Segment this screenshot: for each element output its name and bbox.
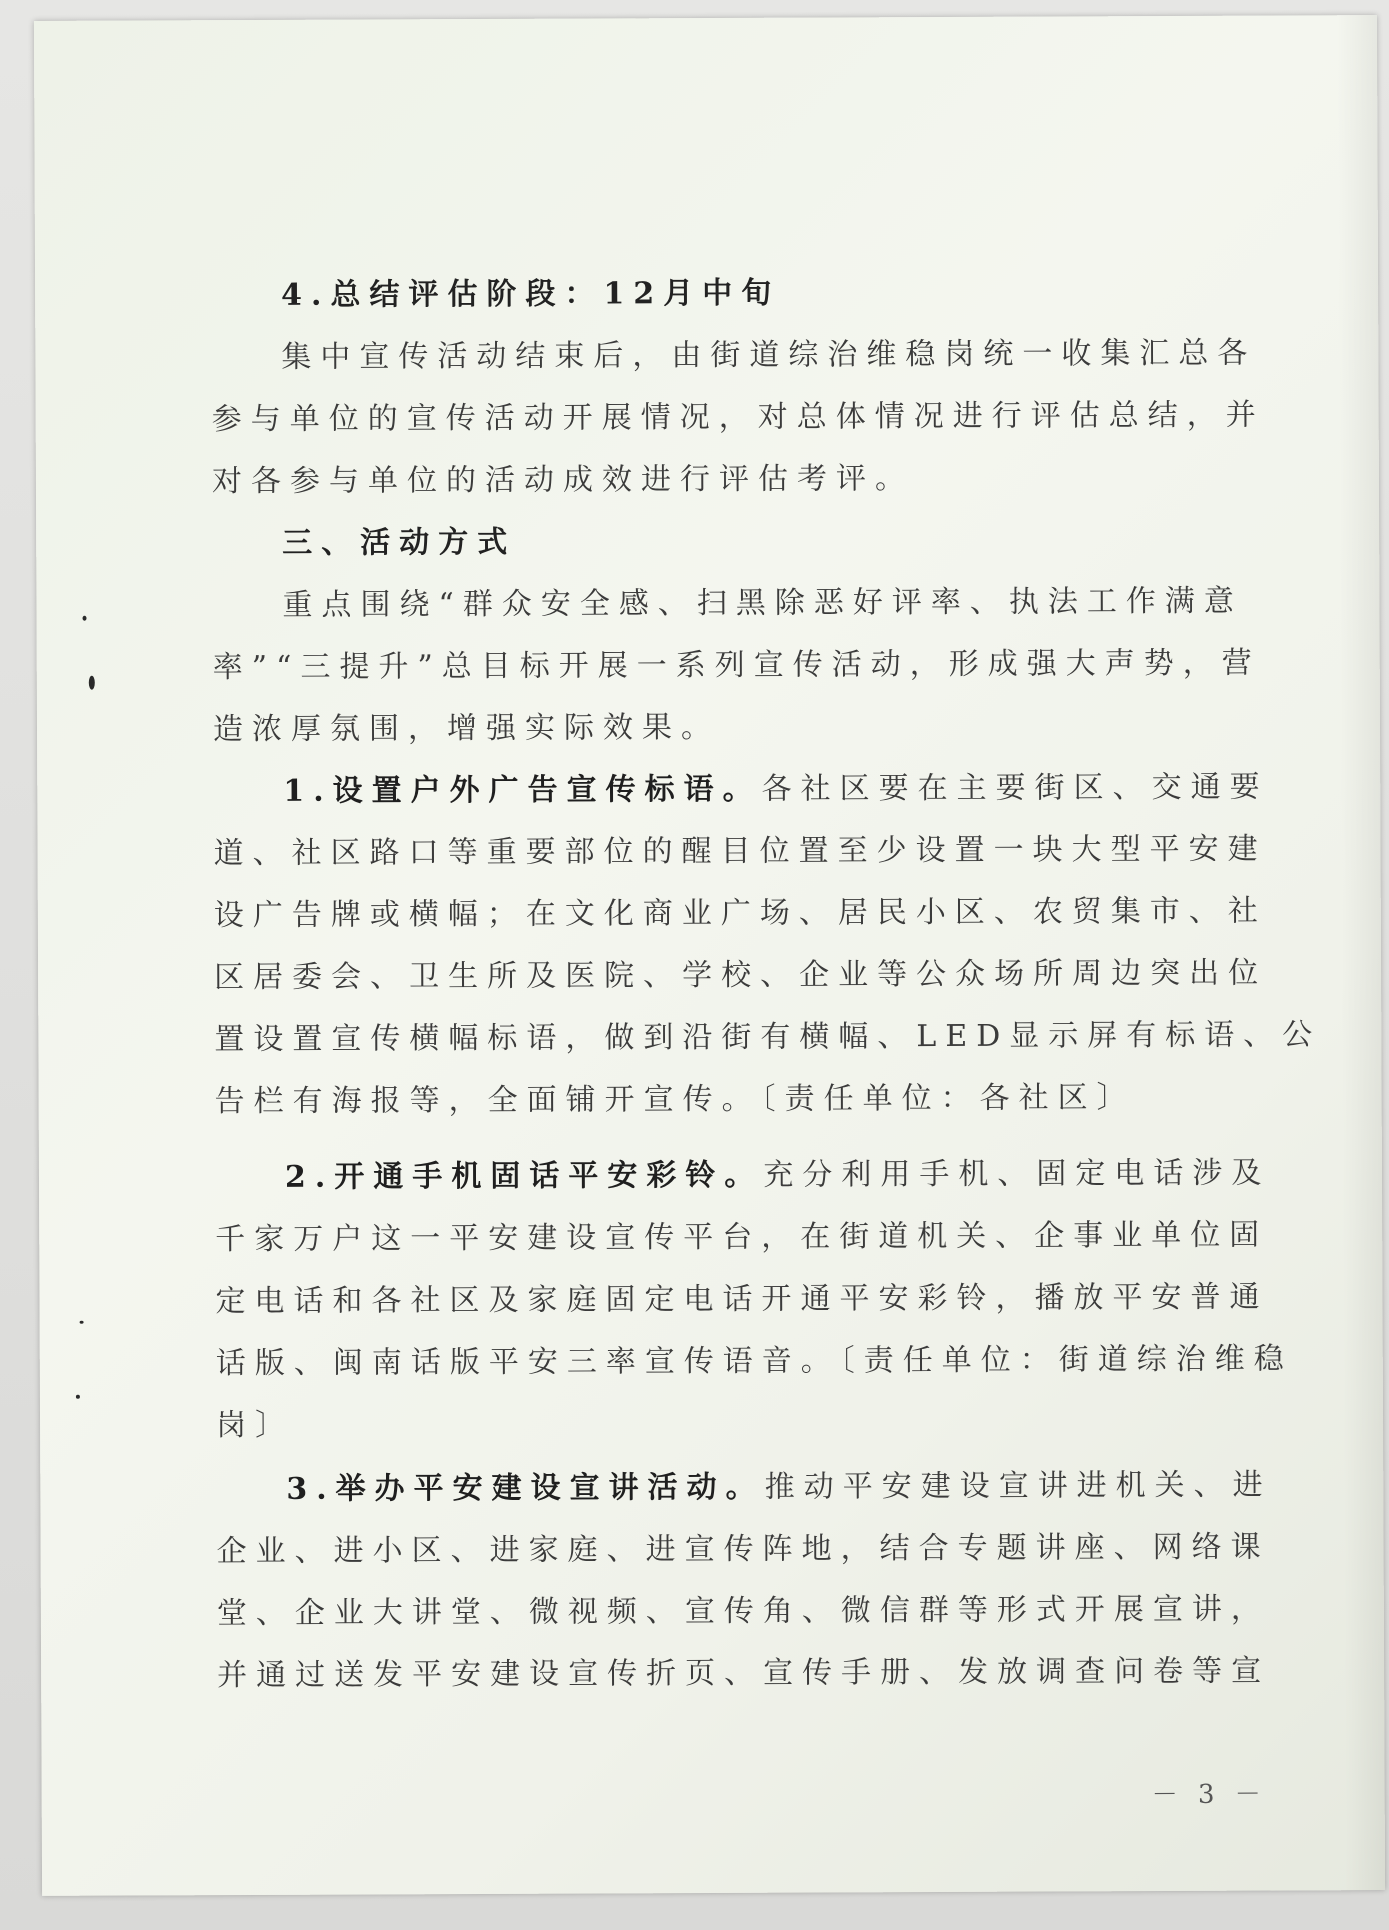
paragraph-line: 率”“三提升”总目标开展一系列宣传活动，形成强大声势，营 xyxy=(212,645,1261,686)
paragraph-line: 造浓厚氛围，增强实际效果。 xyxy=(212,709,721,748)
section-heading-summary-stage: 4.总结评估阶段：12月中旬 xyxy=(281,275,781,313)
item-3-title: 3.举办平安建设宣讲活动。 xyxy=(286,1469,765,1507)
paragraph-line: 参与单位的宣传活动开展情况，对总体情况进行评估总结，并 xyxy=(211,397,1265,438)
item-1-line xyxy=(283,768,1268,812)
paragraph-line: 并通过送发平安建设宣传折页、宣传手册、发放调查问卷等宣 xyxy=(217,1653,1271,1694)
item-3-text: 推动平安建设宣讲进机关、进 xyxy=(764,1467,1272,1505)
paragraph-line: 对各参与单位的活动成效进行评估考评。 xyxy=(211,461,914,500)
scan-speck xyxy=(83,616,87,621)
item-2-title: 2.开通手机固话平安彩铃。 xyxy=(284,1157,764,1195)
item-3-line xyxy=(286,1466,1271,1510)
scan-speck xyxy=(80,1321,84,1324)
paragraph-line: 定电话和各社区及家庭固定电话开通平安彩铃，播放平安普通 xyxy=(215,1279,1269,1320)
page-number: － 3 － xyxy=(1151,1779,1267,1811)
scan-speck xyxy=(76,1395,80,1399)
item-1-text: 各社区要在主要街区、交通要 xyxy=(761,769,1269,807)
scan-speck xyxy=(89,676,95,690)
paragraph-line: 集中宣传活动结束后，由街道综治维稳岗统一收集汇总各 xyxy=(281,335,1257,375)
item-1-title: 1.设置户外广告宣传标语。 xyxy=(283,771,762,809)
paragraph-line: 道、社区路口等重要部位的醒目位置至少设置一块大型平安建 xyxy=(213,831,1267,872)
paragraph-line: 岗〕 xyxy=(215,1407,295,1444)
paragraph-line: 告栏有海报等，全面铺开宣传。〔责任单位：各社区〕 xyxy=(214,1080,1136,1120)
item-2-line xyxy=(285,1154,1270,1198)
paragraph-line: 重点围绕“群众安全感、扫黑除恶好评率、执法工作满意 xyxy=(282,583,1243,623)
section-heading-activity-methods: 三、活动方式 xyxy=(282,524,517,561)
paragraph-line: 区居委会、卫生所及医院、学校、企业等公众场所周边突出位 xyxy=(214,955,1268,996)
paragraph-line: 堂、企业大讲堂、微视频、宣传角、微信群等形式开展宣讲， xyxy=(216,1591,1270,1632)
paragraph-line: 企业、进小区、进家庭、进宣传阵地，结合专题讲座、网络课 xyxy=(216,1529,1270,1570)
paragraph-line: 置设置宣传横幅标语，做到沿街有横幅、LED显示屏有标语、公 xyxy=(214,1017,1322,1058)
paragraph-line: 设广告牌或横幅；在文化商业广场、居民小区、农贸集市、社 xyxy=(213,893,1267,934)
paragraph-line: 话版、闽南话版平安三率宣传语音。〔责任单位：街道综治维稳 xyxy=(215,1341,1293,1382)
page-edge-shadow xyxy=(1337,15,1385,1890)
document-page xyxy=(34,15,1385,1896)
item-2-text: 充分利用手机、固定电话涉及 xyxy=(763,1155,1271,1193)
paragraph-line: 千家万户这一平安建设宣传平台，在街道机关、企事业单位固 xyxy=(215,1217,1269,1258)
